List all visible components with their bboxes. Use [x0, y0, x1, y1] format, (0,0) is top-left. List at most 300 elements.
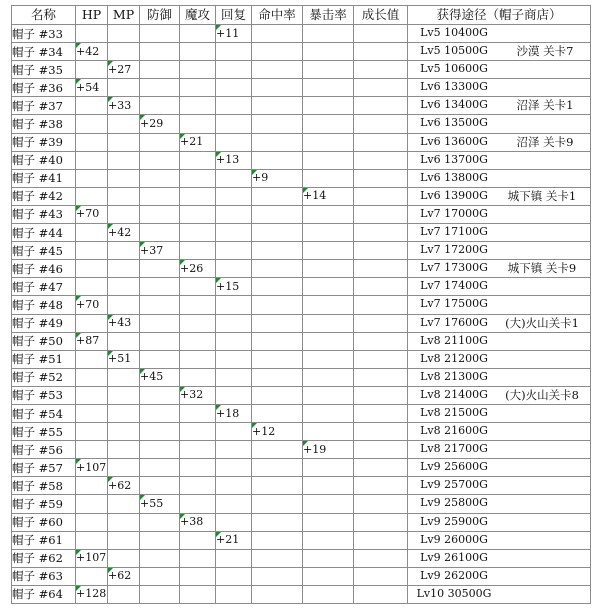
cell-growth[interactable] [354, 495, 408, 513]
cell-hit-rate[interactable] [252, 567, 303, 585]
cell-hit-rate[interactable] [252, 513, 303, 531]
cell-mp[interactable] [108, 151, 140, 169]
cell-mp[interactable] [108, 79, 140, 97]
cell-mp[interactable] [108, 459, 140, 477]
cell-crit-rate[interactable] [303, 314, 354, 332]
cell-recovery[interactable] [216, 585, 252, 603]
cell-crit-rate[interactable] [303, 404, 354, 422]
cell-hit-rate[interactable]: +12 [252, 423, 303, 441]
cell-magic-attack[interactable] [180, 332, 216, 350]
cell-recovery[interactable] [216, 169, 252, 187]
cell-crit-rate[interactable] [303, 585, 354, 603]
cell-name[interactable]: 帽子 #55 [12, 423, 76, 441]
cell-growth[interactable] [354, 531, 408, 549]
cell-recovery[interactable] [216, 423, 252, 441]
cell-source[interactable] [408, 61, 591, 79]
cell-hp[interactable] [76, 25, 108, 43]
cell-source[interactable] [408, 115, 591, 133]
cell-source[interactable] [408, 25, 591, 43]
cell-growth[interactable] [354, 79, 408, 97]
cell-mp[interactable] [108, 169, 140, 187]
cell-growth[interactable] [354, 278, 408, 296]
cell-defense[interactable] [140, 97, 180, 115]
cell-source[interactable] [408, 368, 591, 386]
cell-growth[interactable] [354, 205, 408, 223]
cell-hp[interactable] [76, 151, 108, 169]
cell-defense[interactable] [140, 224, 180, 242]
cell-defense[interactable] [140, 513, 180, 531]
cell-magic-attack[interactable] [180, 187, 216, 205]
cell-source[interactable] [408, 585, 591, 603]
cell-name[interactable]: 帽子 #56 [12, 441, 76, 459]
cell-magic-attack[interactable]: +26 [180, 260, 216, 278]
cell-hit-rate[interactable] [252, 151, 303, 169]
cell-name[interactable]: 帽子 #63 [12, 567, 76, 585]
cell-magic-attack[interactable] [180, 97, 216, 115]
cell-hp[interactable] [76, 441, 108, 459]
cell-recovery[interactable] [216, 205, 252, 223]
cell-hp[interactable] [76, 386, 108, 404]
cell-name[interactable]: 帽子 #35 [12, 61, 76, 79]
cell-magic-attack[interactable] [180, 477, 216, 495]
cell-name[interactable]: 帽子 #60 [12, 513, 76, 531]
cell-magic-attack[interactable] [180, 423, 216, 441]
cell-mp[interactable] [108, 187, 140, 205]
cell-mp[interactable] [108, 531, 140, 549]
cell-growth[interactable] [354, 242, 408, 260]
cell-magic-attack[interactable] [180, 278, 216, 296]
cell-name[interactable]: 帽子 #57 [12, 459, 76, 477]
cell-growth[interactable] [354, 368, 408, 386]
cell-magic-attack[interactable] [180, 441, 216, 459]
cell-name[interactable]: 帽子 #41 [12, 169, 76, 187]
cell-name[interactable]: 帽子 #58 [12, 477, 76, 495]
cell-hit-rate[interactable] [252, 368, 303, 386]
cell-mp[interactable] [108, 386, 140, 404]
cell-magic-attack[interactable] [180, 25, 216, 43]
cell-hp[interactable] [76, 133, 108, 151]
cell-crit-rate[interactable] [303, 115, 354, 133]
cell-crit-rate[interactable]: +19 [303, 441, 354, 459]
cell-recovery[interactable] [216, 441, 252, 459]
cell-defense[interactable] [140, 423, 180, 441]
cell-source[interactable] [408, 260, 591, 278]
cell-crit-rate[interactable] [303, 224, 354, 242]
cell-growth[interactable] [354, 151, 408, 169]
cell-recovery[interactable] [216, 567, 252, 585]
cell-hp[interactable] [76, 513, 108, 531]
cell-hp[interactable] [76, 350, 108, 368]
cell-recovery[interactable] [216, 350, 252, 368]
cell-hit-rate[interactable] [252, 61, 303, 79]
cell-recovery[interactable] [216, 224, 252, 242]
cell-hit-rate[interactable] [252, 549, 303, 567]
cell-crit-rate[interactable] [303, 477, 354, 495]
cell-crit-rate[interactable] [303, 296, 354, 314]
cell-defense[interactable] [140, 169, 180, 187]
cell-hp[interactable]: +54 [76, 79, 108, 97]
cell-mp[interactable] [108, 368, 140, 386]
cell-hp[interactable] [76, 115, 108, 133]
cell-recovery[interactable] [216, 495, 252, 513]
cell-magic-attack[interactable] [180, 205, 216, 223]
cell-source[interactable] [408, 423, 591, 441]
header-name[interactable]: 名称 [12, 6, 76, 25]
cell-recovery[interactable] [216, 477, 252, 495]
cell-crit-rate[interactable] [303, 423, 354, 441]
cell-source[interactable] [408, 477, 591, 495]
cell-mp[interactable]: +62 [108, 477, 140, 495]
cell-growth[interactable] [354, 296, 408, 314]
cell-mp[interactable]: +43 [108, 314, 140, 332]
cell-name[interactable]: 帽子 #42 [12, 187, 76, 205]
cell-defense[interactable]: +37 [140, 242, 180, 260]
cell-hit-rate[interactable] [252, 441, 303, 459]
cell-crit-rate[interactable] [303, 169, 354, 187]
cell-name[interactable]: 帽子 #46 [12, 260, 76, 278]
cell-defense[interactable] [140, 151, 180, 169]
cell-defense[interactable] [140, 404, 180, 422]
cell-magic-attack[interactable] [180, 151, 216, 169]
cell-name[interactable]: 帽子 #36 [12, 79, 76, 97]
cell-defense[interactable] [140, 79, 180, 97]
cell-recovery[interactable] [216, 386, 252, 404]
cell-crit-rate[interactable] [303, 386, 354, 404]
cell-defense[interactable] [140, 133, 180, 151]
cell-defense[interactable] [140, 567, 180, 585]
cell-crit-rate[interactable]: +14 [303, 187, 354, 205]
cell-name[interactable]: 帽子 #59 [12, 495, 76, 513]
cell-hp[interactable] [76, 187, 108, 205]
cell-mp[interactable] [108, 332, 140, 350]
cell-crit-rate[interactable] [303, 133, 354, 151]
cell-hp[interactable] [76, 242, 108, 260]
cell-hit-rate[interactable] [252, 43, 303, 61]
cell-defense[interactable] [140, 441, 180, 459]
cell-growth[interactable] [354, 549, 408, 567]
cell-magic-attack[interactable] [180, 531, 216, 549]
cell-name[interactable]: 帽子 #40 [12, 151, 76, 169]
cell-source[interactable] [408, 459, 591, 477]
cell-recovery[interactable]: +11 [216, 25, 252, 43]
cell-mp[interactable] [108, 133, 140, 151]
cell-growth[interactable] [354, 585, 408, 603]
cell-name[interactable]: 帽子 #43 [12, 205, 76, 223]
cell-crit-rate[interactable] [303, 459, 354, 477]
cell-mp[interactable] [108, 25, 140, 43]
cell-recovery[interactable] [216, 368, 252, 386]
cell-crit-rate[interactable] [303, 242, 354, 260]
header-defense[interactable]: 防御 [140, 6, 180, 25]
cell-mp[interactable] [108, 549, 140, 567]
cell-growth[interactable] [354, 43, 408, 61]
cell-magic-attack[interactable] [180, 79, 216, 97]
cell-hit-rate[interactable] [252, 332, 303, 350]
cell-hp[interactable]: +107 [76, 459, 108, 477]
cell-source[interactable] [408, 278, 591, 296]
cell-defense[interactable]: +45 [140, 368, 180, 386]
cell-growth[interactable] [354, 260, 408, 278]
cell-source[interactable] [408, 567, 591, 585]
cell-magic-attack[interactable] [180, 224, 216, 242]
cell-source[interactable] [408, 549, 591, 567]
cell-growth[interactable] [354, 25, 408, 43]
cell-growth[interactable] [354, 441, 408, 459]
cell-hp[interactable]: +87 [76, 332, 108, 350]
cell-magic-attack[interactable] [180, 296, 216, 314]
cell-recovery[interactable] [216, 314, 252, 332]
cell-recovery[interactable] [216, 79, 252, 97]
cell-crit-rate[interactable] [303, 43, 354, 61]
cell-defense[interactable] [140, 332, 180, 350]
cell-magic-attack[interactable] [180, 43, 216, 61]
cell-crit-rate[interactable] [303, 278, 354, 296]
cell-growth[interactable] [354, 224, 408, 242]
cell-recovery[interactable] [216, 242, 252, 260]
cell-mp[interactable] [108, 43, 140, 61]
cell-source[interactable] [408, 296, 591, 314]
cell-defense[interactable] [140, 260, 180, 278]
header-magic-attack[interactable]: 魔攻 [180, 6, 216, 25]
cell-hp[interactable] [76, 278, 108, 296]
cell-source[interactable] [408, 224, 591, 242]
cell-defense[interactable] [140, 187, 180, 205]
cell-mp[interactable] [108, 441, 140, 459]
cell-name[interactable]: 帽子 #45 [12, 242, 76, 260]
cell-hit-rate[interactable] [252, 278, 303, 296]
cell-recovery[interactable] [216, 260, 252, 278]
cell-name[interactable]: 帽子 #61 [12, 531, 76, 549]
cell-hp[interactable]: +107 [76, 549, 108, 567]
cell-hp[interactable] [76, 477, 108, 495]
cell-hit-rate[interactable] [252, 531, 303, 549]
cell-mp[interactable] [108, 513, 140, 531]
cell-source[interactable] [408, 350, 591, 368]
cell-source[interactable] [408, 404, 591, 422]
cell-defense[interactable]: +55 [140, 495, 180, 513]
cell-name[interactable]: 帽子 #64 [12, 585, 76, 603]
cell-source[interactable] [408, 314, 591, 332]
cell-crit-rate[interactable] [303, 97, 354, 115]
cell-growth[interactable] [354, 513, 408, 531]
cell-crit-rate[interactable] [303, 531, 354, 549]
cell-magic-attack[interactable] [180, 169, 216, 187]
cell-source[interactable] [408, 441, 591, 459]
cell-hp[interactable] [76, 495, 108, 513]
cell-name[interactable]: 帽子 #33 [12, 25, 76, 43]
cell-hp[interactable] [76, 260, 108, 278]
cell-hit-rate[interactable] [252, 115, 303, 133]
cell-recovery[interactable] [216, 133, 252, 151]
cell-defense[interactable] [140, 477, 180, 495]
cell-source[interactable] [408, 151, 591, 169]
cell-source[interactable] [408, 386, 591, 404]
cell-hit-rate[interactable] [252, 79, 303, 97]
cell-growth[interactable] [354, 477, 408, 495]
cell-name[interactable]: 帽子 #49 [12, 314, 76, 332]
cell-magic-attack[interactable] [180, 567, 216, 585]
cell-recovery[interactable] [216, 459, 252, 477]
cell-hp[interactable] [76, 169, 108, 187]
cell-recovery[interactable]: +21 [216, 531, 252, 549]
cell-defense[interactable] [140, 61, 180, 79]
cell-defense[interactable] [140, 549, 180, 567]
cell-hp[interactable]: +42 [76, 43, 108, 61]
cell-crit-rate[interactable] [303, 79, 354, 97]
cell-crit-rate[interactable] [303, 549, 354, 567]
cell-defense[interactable] [140, 296, 180, 314]
cell-source[interactable] [408, 169, 591, 187]
cell-hit-rate[interactable] [252, 404, 303, 422]
cell-defense[interactable] [140, 278, 180, 296]
cell-growth[interactable] [354, 169, 408, 187]
cell-hp[interactable] [76, 314, 108, 332]
cell-magic-attack[interactable] [180, 314, 216, 332]
cell-growth[interactable] [354, 314, 408, 332]
cell-crit-rate[interactable] [303, 260, 354, 278]
cell-source[interactable] [408, 79, 591, 97]
cell-magic-attack[interactable] [180, 549, 216, 567]
cell-recovery[interactable] [216, 332, 252, 350]
cell-hp[interactable] [76, 567, 108, 585]
cell-recovery[interactable]: +15 [216, 278, 252, 296]
cell-crit-rate[interactable] [303, 350, 354, 368]
cell-recovery[interactable] [216, 549, 252, 567]
cell-magic-attack[interactable]: +32 [180, 386, 216, 404]
cell-name[interactable]: 帽子 #39 [12, 133, 76, 151]
cell-crit-rate[interactable] [303, 151, 354, 169]
cell-mp[interactable] [108, 423, 140, 441]
cell-source[interactable] [408, 531, 591, 549]
cell-mp[interactable] [108, 404, 140, 422]
cell-defense[interactable] [140, 314, 180, 332]
cell-hit-rate[interactable] [252, 260, 303, 278]
cell-hit-rate[interactable] [252, 25, 303, 43]
cell-hp[interactable]: +70 [76, 296, 108, 314]
cell-recovery[interactable] [216, 187, 252, 205]
cell-name[interactable]: 帽子 #34 [12, 43, 76, 61]
header-hp[interactable]: HP [76, 6, 108, 25]
cell-hp[interactable] [76, 531, 108, 549]
cell-hit-rate[interactable] [252, 350, 303, 368]
cell-defense[interactable] [140, 459, 180, 477]
cell-defense[interactable] [140, 350, 180, 368]
cell-recovery[interactable]: +13 [216, 151, 252, 169]
cell-magic-attack[interactable] [180, 61, 216, 79]
cell-mp[interactable] [108, 242, 140, 260]
cell-magic-attack[interactable] [180, 495, 216, 513]
cell-magic-attack[interactable]: +38 [180, 513, 216, 531]
cell-hit-rate[interactable] [252, 205, 303, 223]
cell-mp[interactable]: +42 [108, 224, 140, 242]
cell-mp[interactable] [108, 115, 140, 133]
cell-source[interactable] [408, 43, 591, 61]
cell-magic-attack[interactable] [180, 585, 216, 603]
cell-hit-rate[interactable]: +9 [252, 169, 303, 187]
header-mp[interactable]: MP [108, 6, 140, 25]
cell-defense[interactable] [140, 585, 180, 603]
cell-source[interactable] [408, 187, 591, 205]
cell-name[interactable]: 帽子 #52 [12, 368, 76, 386]
cell-magic-attack[interactable] [180, 350, 216, 368]
cell-defense[interactable] [140, 25, 180, 43]
cell-mp[interactable]: +33 [108, 97, 140, 115]
cell-growth[interactable] [354, 350, 408, 368]
cell-crit-rate[interactable] [303, 61, 354, 79]
cell-crit-rate[interactable] [303, 495, 354, 513]
cell-hp[interactable] [76, 404, 108, 422]
cell-hp[interactable] [76, 423, 108, 441]
cell-hit-rate[interactable] [252, 133, 303, 151]
cell-magic-attack[interactable] [180, 115, 216, 133]
cell-name[interactable]: 帽子 #48 [12, 296, 76, 314]
cell-defense[interactable] [140, 531, 180, 549]
cell-name[interactable]: 帽子 #38 [12, 115, 76, 133]
cell-name[interactable]: 帽子 #62 [12, 549, 76, 567]
cell-hit-rate[interactable] [252, 224, 303, 242]
cell-mp[interactable]: +62 [108, 567, 140, 585]
header-growth[interactable]: 成长值 [354, 6, 408, 25]
header-source[interactable]: 获得途径（帽子商店） [408, 6, 591, 25]
cell-defense[interactable]: +29 [140, 115, 180, 133]
cell-hit-rate[interactable] [252, 477, 303, 495]
cell-hit-rate[interactable] [252, 585, 303, 603]
cell-hit-rate[interactable] [252, 242, 303, 260]
cell-magic-attack[interactable] [180, 459, 216, 477]
cell-name[interactable]: 帽子 #50 [12, 332, 76, 350]
cell-recovery[interactable] [216, 513, 252, 531]
cell-growth[interactable] [354, 97, 408, 115]
cell-recovery[interactable] [216, 61, 252, 79]
cell-hp[interactable] [76, 97, 108, 115]
cell-defense[interactable] [140, 43, 180, 61]
cell-growth[interactable] [354, 459, 408, 477]
cell-name[interactable]: 帽子 #51 [12, 350, 76, 368]
cell-hit-rate[interactable] [252, 314, 303, 332]
cell-recovery[interactable]: +18 [216, 404, 252, 422]
cell-hp[interactable]: +70 [76, 205, 108, 223]
cell-growth[interactable] [354, 133, 408, 151]
cell-defense[interactable] [140, 205, 180, 223]
cell-hit-rate[interactable] [252, 495, 303, 513]
cell-crit-rate[interactable] [303, 205, 354, 223]
cell-name[interactable]: 帽子 #37 [12, 97, 76, 115]
cell-hit-rate[interactable] [252, 459, 303, 477]
cell-growth[interactable] [354, 404, 408, 422]
cell-mp[interactable] [108, 205, 140, 223]
cell-source[interactable] [408, 97, 591, 115]
cell-magic-attack[interactable]: +21 [180, 133, 216, 151]
cell-growth[interactable] [354, 386, 408, 404]
cell-source[interactable] [408, 205, 591, 223]
cell-growth[interactable] [354, 115, 408, 133]
cell-hp[interactable] [76, 224, 108, 242]
cell-mp[interactable] [108, 296, 140, 314]
cell-source[interactable] [408, 495, 591, 513]
cell-mp[interactable] [108, 278, 140, 296]
cell-source[interactable] [408, 242, 591, 260]
cell-hit-rate[interactable] [252, 97, 303, 115]
cell-magic-attack[interactable] [180, 404, 216, 422]
cell-mp[interactable]: +51 [108, 350, 140, 368]
header-crit-rate[interactable]: 暴击率 [303, 6, 354, 25]
cell-name[interactable]: 帽子 #47 [12, 278, 76, 296]
cell-growth[interactable] [354, 187, 408, 205]
cell-mp[interactable] [108, 260, 140, 278]
cell-defense[interactable] [140, 386, 180, 404]
cell-hit-rate[interactable] [252, 187, 303, 205]
header-recovery[interactable]: 回复 [216, 6, 252, 25]
